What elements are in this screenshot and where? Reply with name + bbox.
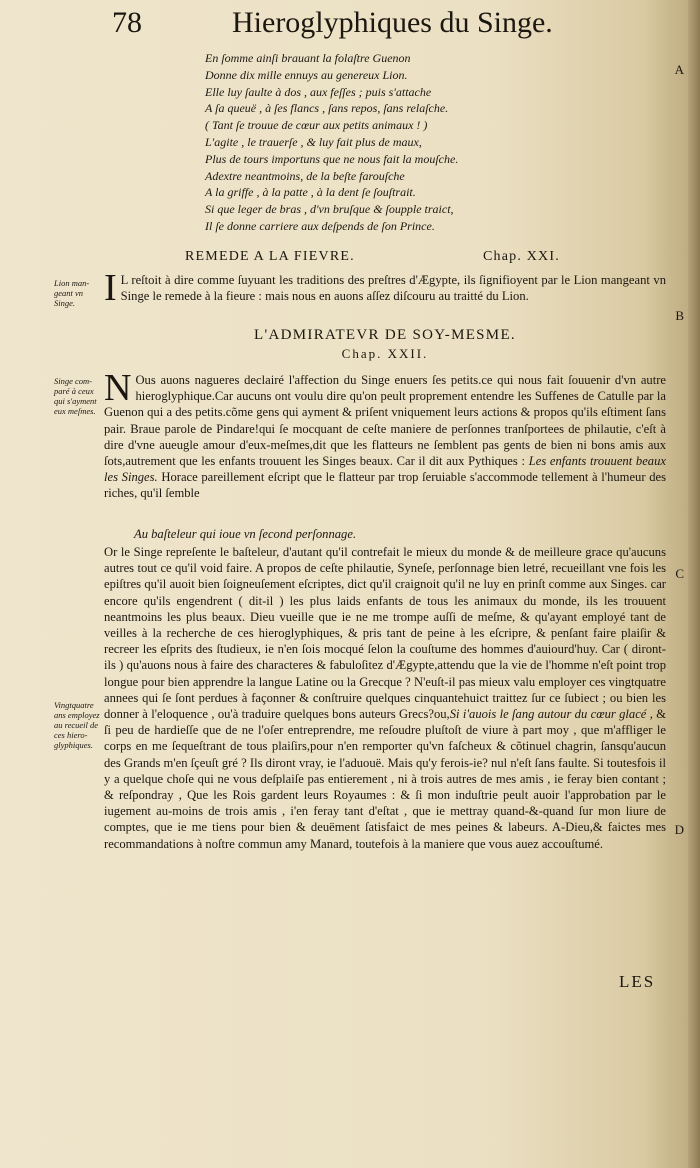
page-number: 78 — [112, 6, 142, 39]
poem-line: A ſa queuë , à ſes flancs , ſans repos, ſans relaſche. — [205, 101, 449, 116]
poem-line: En ſomme ainſi brauant la folaſtre Guenon — [205, 51, 411, 65]
chapter-22-para-1 — [104, 367, 666, 502]
quotation-italic: Les enfants trouuent beaux les Singes. — [104, 454, 666, 485]
margin-note-vingtquatre: Vingtquatre ans employez au recueil de ces hiero-glyphiques. — [54, 700, 100, 750]
poem-line: Si que leger de bras , d'vn bruſque & ſoupple traict, — [205, 202, 454, 217]
poem-line: Donne dix mille ennuys au genereux Lion. — [205, 67, 408, 82]
quotation-italic: Si i'auois le ſang autour du cœur glacé , — [449, 707, 653, 722]
section-marker-c: C — [675, 566, 684, 581]
chapter-22-number: Chap. XXII. — [341, 346, 429, 361]
poem-line: Plus de tours importuns que ne nous fait la mouſche. — [205, 151, 459, 166]
section-marker-a: A — [674, 62, 684, 77]
poem-line: L'agite , le trauerſe , & luy fait plus de maux, — [205, 134, 422, 149]
paragraph-text: Ous auons nagueres declairé l'affection du Singe enuers ſes petits.ce qui nous fait ſouuenir d'vn autre hieroglyphique.Car aucuns ont voulu dire qu'on peult proprement entendre les Suffenes de Catulle par la Guenon qui a des petits.cõme gens qui ayment & priſent vniquement leurs actions & propos qu'ils eſtiment ſans pair. Braue parole de Pindare!qui ſe mocquant de ceſte maniere de perſonnes tranſportees de philautie, c'eſt à dire d'vne aueugle amour d'eux-meſmes,dit que les flatteurs ne ſemblent pas gents de bien ni bons amis aux ſots,autrement que les enfants trouuent les Singes beaux. Car il dit aux Pythiques : — [104, 373, 666, 469]
drop-cap: N — [104, 367, 132, 409]
page-header — [112, 6, 572, 46]
section-marker-b: B — [675, 308, 684, 323]
poem-verse — [205, 50, 565, 235]
poem-line: Il ſe donne carriere aux deſpends de ſon Prince. — [205, 218, 435, 233]
section-marker-d: D — [674, 822, 684, 837]
drop-cap: I — [104, 267, 117, 309]
catchword: LES — [619, 972, 656, 991]
chapter-22-para-2 — [104, 544, 666, 852]
page-edge — [688, 0, 700, 1168]
paragraph-text: Or le Singe repreſente le baſteleur, d'autant qu'il contrefait le mieux du monde & de meilleure grace qu'aucuns autres tout ce qu'il void faire. A propos de ceſte philautie, Syneſe, perſonnage bien letré, recueillant vne fois les epiſtres qu'il auoit bien ſoigneuſement eſcriptes, dict qu'il craignoit qu'il ne luy en prinſt comme aux Singes. car encore qu'ils engendrent ( dit-il ) les plus laids enfants de tous les animaux du monde, ils les trouuent neantmoins les plus beaux. Dieu vueille que ie ne me trompe auſſi de meſme, & qu'ayant employé tant de veilles à la recherche de ces hieroglyphiques, & pris tant de peine à les eſcripre, & penſant faire plaiſir & recreer les eſprits des ſtudieux, ie n'en ſois mocqué ſelon la couſtume des hommes d'auiourd'huy. Car ( diront-ils ) qu'auons nous à faire des characteres & fabuloſitez d'Ægypte,attendu que la vie de l'homme n'eſt point trop longue pour bien apprendre la langue Latine ou la Grecque ? N'euſt-il pas mieux valu employer ces vingtquatre annees qui ſe ſont perdues à façonner & conſtruire quelques cinquantehuict traittez ſur ce ſubiect ; ou bien les donner à l'eloquence , ou'à traduire quelques bons auteurs Grecs?ou, — [104, 545, 666, 722]
chapter-21-paragraph: L reſtoit à dire comme ſuyuant les traditions des preſtres d'Ægypte, ils ſignifioyent par le Lion mangeant vn Singe le remede à la fieure : mais nous en auons aſſez diſcouru au traitté du Lion. — [120, 273, 666, 304]
paragraph-text: & ſi peu de hardieſſe que de ne l'oſer entreprendre, me reſoudre pluſtoſt de viure à part moy , que m'affliger le corps en me ſequeſtrant de tous plaiſirs,pour n'en remporter qu'vn faſcheux & cõtinuel chagrin, ſansqu'aucun des Grands m'en ſçeuſt gré ? Ils diront vray, ie l'aduouë. Mais qu'y ferois-ie? nul n'eſt ſans faulte. Si toutesfois il y a quelque choſe qui ne vous deſplaiſe pas entierement , ni à trois autres de mes amis , ie feray bien contant ; & reſpondray , Que les Rois gardent leurs Royaumes : & ſi mon induſtrie peult auoir l'approbation par le iugement au-moins de trois amis , i'en feray tant d'eſtat , que ie mettray quand-&-quand ſur mon liure de comptes, que ie me tiens pour bien & deuëment ſatisfaict de mes peines & labeurs. A-Dieu,& faictes mes recommandations à noſtre commun amy Manard, toutefois à la maniere que vous auez accouſtumé. — [104, 707, 666, 851]
poem-line: Adextre neantmoins, de la beſte farouſche — [205, 168, 405, 183]
chapter-21-number: Chap. XXI. — [483, 249, 560, 264]
poem-line: A la griffe , à la patte , à la dent ſe ſouſtrait. — [205, 185, 416, 200]
chapter-21-title: REMEDE A LA FIEVRE. — [185, 249, 355, 264]
margin-note-lion: Lion man-geant vn Singe. — [54, 278, 90, 308]
margin-note-singe: Singe com-paré à ceux qui s'ayment eux meſmes. — [54, 376, 97, 416]
paragraph-text: Horace pareillement eſcript que le flatteur par trop ſeruiable s'accommode tellement à l'humeur des riches, qu'il ſemble — [104, 470, 666, 501]
poem-line: ( Tant ſe trouue de cœur aux petits animaux ! ) — [205, 118, 428, 133]
chapter-21-heading — [185, 249, 605, 267]
chapter-22-title: L'ADMIRATEVR DE SOY-MESME. — [254, 327, 516, 343]
chapter-21-text — [104, 267, 666, 309]
running-title: Hieroglyphiques du Singe. — [232, 6, 553, 39]
italic-verse-line: Au baſteleur qui ioue vn ſecond perſonnage. — [134, 527, 357, 541]
poem-line: Elle luy ſaulte à dos , aux feſſes ; puis s'attache — [205, 84, 432, 99]
